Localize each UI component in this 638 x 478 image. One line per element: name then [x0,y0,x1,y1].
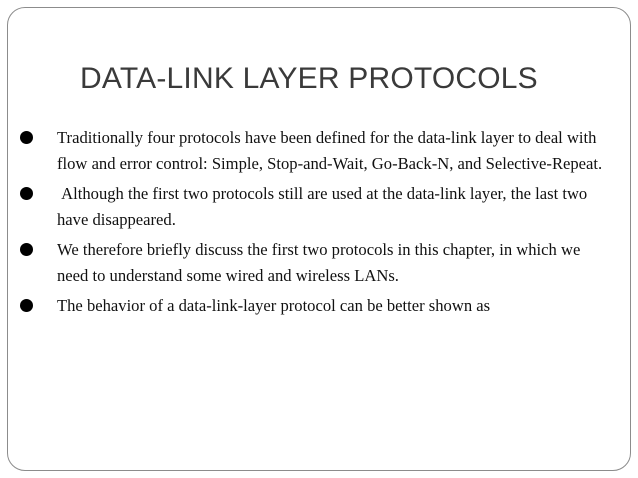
slide-title: DATA-LINK LAYER PROTOCOLS [80,62,538,95]
bullet-dot-icon [20,131,33,144]
bullet-text: Traditionally four protocols have been defined for the data-link layer to deal with flow and error control: Simple, Stop-and-Wait, Go-Back-N, and Selective-Repeat. [57,128,603,173]
bullet-item [20,237,610,289]
bullet-list [20,125,610,323]
bullet-dot-icon [20,299,33,312]
bullet-item [20,293,610,319]
bullet-dot-icon [20,243,33,256]
bullet-item [20,181,610,233]
bullet-text: The behavior of a data-link-layer protocol can be better shown as [57,296,491,315]
bullet-item [20,125,610,177]
bullet-text: We therefore briefly discuss the first two protocols in this chapter, in which we need to understand some wired and wireless LANs. [57,240,581,285]
bullet-dot-icon [20,187,33,200]
slide-frame [7,7,631,471]
bullet-text: Although the first two protocols still are used at the data-link layer, the last two have disappeared. [57,184,592,229]
